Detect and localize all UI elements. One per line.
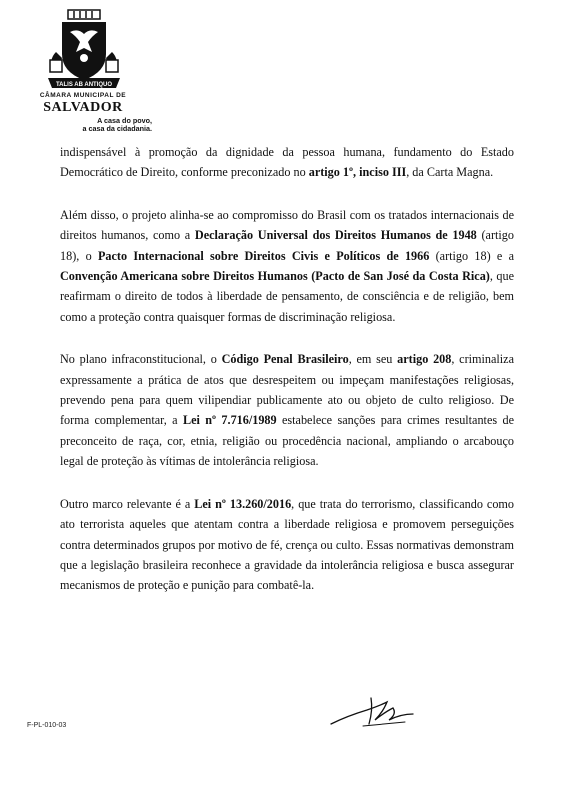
coat-of-arms-logo: [28, 8, 140, 94]
institution-name-line2: SALVADOR: [43, 100, 123, 115]
bold-reference: Código Penal Brasileiro: [221, 352, 349, 367]
bold-reference: Pacto Internacional sobre Direitos Civis e Políticos de 1966: [97, 248, 430, 263]
bold-reference: artigo 1º, inciso III: [308, 165, 407, 180]
bold-reference: Lei nº 7.716/1989: [182, 413, 277, 428]
text-run: indispensável à promoção da dignidade da pessoa humana, fundamento do Estado Democrático de Direito, conforme preconizado no: [60, 145, 514, 180]
motto-banner-text: TALIS AB ANTIQUO: [55, 82, 113, 88]
body-paragraph: [60, 494, 514, 596]
body-paragraph: [60, 142, 514, 183]
text-run: , em seu: [348, 352, 398, 367]
slogan-line2: a casa da cidadania.: [82, 124, 152, 133]
text-run: (artigo 18) e a: [429, 248, 514, 263]
document-body: [60, 142, 514, 618]
bold-reference: artigo 208: [397, 352, 452, 367]
slogan: [42, 117, 152, 133]
text-run: , que reafirmam o direito de todos à liberdade de pensamento, de consciência e de religião, bem como a proteção contra quaisquer formas de discriminação religiosa.: [60, 269, 514, 324]
text-run: Além disso, o projeto alinha-se ao compromisso do Brasil com os tratados internacionais de direitos humanos, como a: [60, 207, 514, 243]
slogan-line1: A casa do povo,: [97, 116, 152, 125]
text-run: , criminaliza expressamente a prática de atos que desrespeitem ou impeçam manifestações religiosas, prevendo pena para quem vilipendiar publicamente ato ou objeto de culto religioso. De forma complementar, a: [60, 352, 514, 428]
bold-reference: Lei nº 13.260/2016: [194, 496, 292, 511]
form-code: F-PL-010-03: [27, 722, 67, 729]
bold-reference: Convenção Americana sobre Direitos Humanos (Pacto de San José da Costa Rica): [60, 269, 490, 284]
handwritten-signature: [327, 690, 417, 730]
bold-reference: Declaração Universal dos Direitos Humanos de 1948: [194, 228, 477, 243]
body-paragraph: [60, 205, 514, 327]
text-run: No plano infraconstitucional, o: [60, 352, 222, 367]
letterhead: [28, 8, 152, 136]
text-run: , que trata do terrorismo, classificando como ato terrorista aqueles que atentam contra a liberdade religiosa e promovem perseguições contra determinados grupos por motivo de fé, crença ou culto. Essas normativas demonstram que a legislação brasileira reconhece a gravidade da intolerância religiosa e busca assegurar mecanismos de proteção e punição para combatê-la.: [60, 496, 514, 593]
text-run: estabelece sanções para crimes resultantes de preconceito de raça, cor, etnia, religião ou procedência nacional, ampliando o arcabouço legal de proteção às vítimas de intolerância religiosa.: [60, 413, 514, 469]
body-paragraph: [60, 349, 514, 471]
text-run: , da Carta Magna.: [406, 165, 494, 180]
text-run: Outro marco relevante é a: [60, 496, 195, 511]
institution-name-line1: CÂMARA MUNICIPAL DE: [39, 92, 127, 99]
text-run: (artigo 18), o: [60, 228, 514, 263]
